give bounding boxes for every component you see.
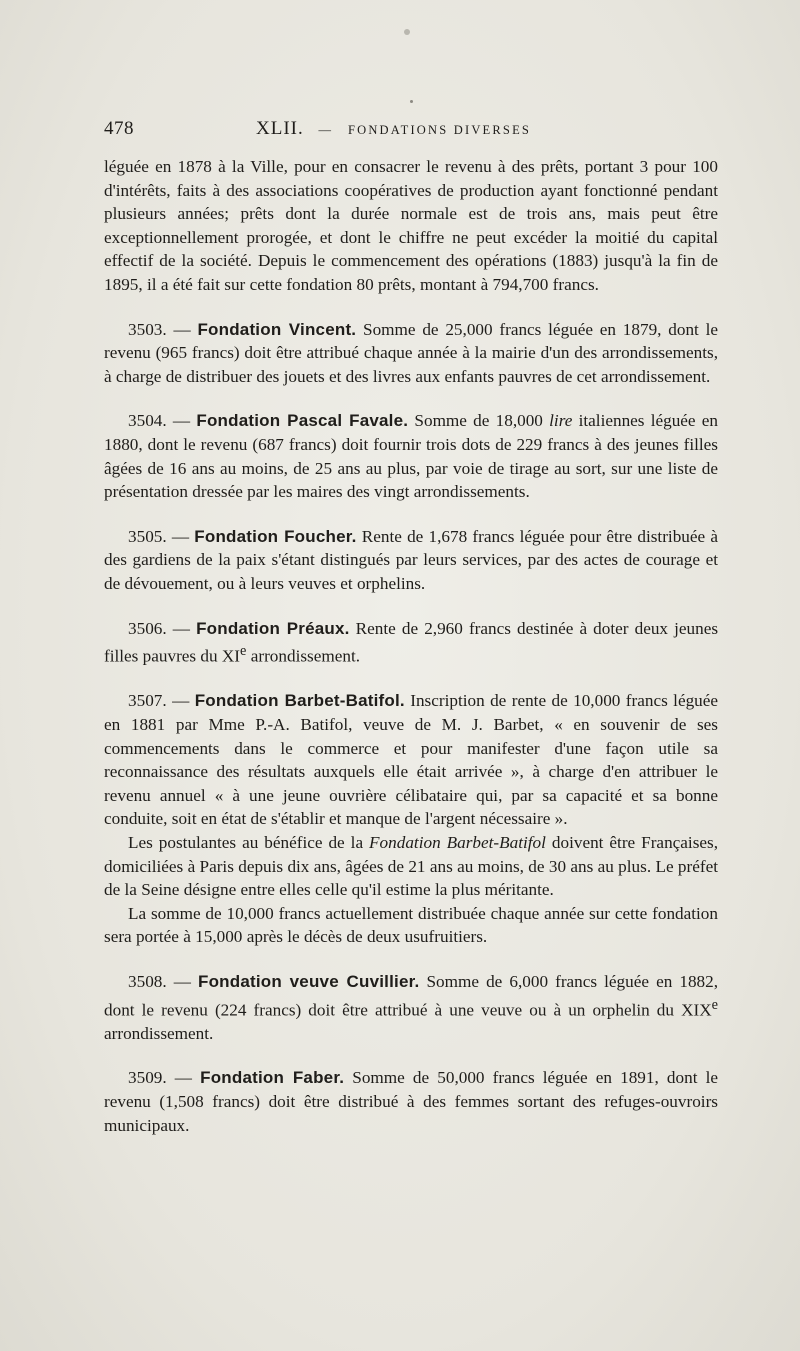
entry-text: Inscription de rente de 10,000 francs léguée en 1881 par Mme P.-A. Batifol, veuve de M. J. Barbet, « en souvenir de ses commencements dans le commerce et pour manifester d'une façon utile sa reconnaissance des résultats auxquels elle était arrivée », à charge d'en attribuer le revenu annuel « à une jeune ouvrière célibataire qui, par sa capacité et sa bonne conduite, soit en état de s'établir et manque de l'argent nécessaire ». bbox=[104, 691, 719, 829]
paper-spot bbox=[410, 100, 413, 103]
entry-number: 3505. — bbox=[128, 526, 190, 546]
running-header bbox=[104, 118, 722, 144]
foundation-name: Fondation veuve Cuvillier. bbox=[198, 971, 420, 991]
foundation-name: Fondation Vincent. bbox=[197, 319, 357, 339]
paper-spot bbox=[404, 29, 410, 35]
page-body bbox=[104, 155, 718, 1137]
header-dash: — bbox=[318, 123, 334, 137]
entry-3508 bbox=[104, 970, 718, 1046]
entry-text: doivent être Françaises, domiciliées à Paris depuis dix ans, âgées de 21 ans au moins, de 30 ans au plus. Le préfet de la Seine désigne entre elles celle qu'il estime la plus méritante. bbox=[104, 832, 718, 900]
entry-text: Somme de 6,000 francs léguée en 1882, dont le revenu (224 francs) doit être attribué à une veuve ou à un orphelin du XIX bbox=[104, 971, 719, 1020]
entry-text: italiennes léguée en 1880, dont le revenu (687 francs) doit fournir trois dots de 229 francs à des jeunes filles âgées de 16 ans au moins, de 25 ans au plus, par voie de tirage au sort, sur une liste de présentation dressée par les maires des vingt arrondissements. bbox=[104, 411, 719, 502]
entry-text: Somme de 18,000 bbox=[408, 411, 550, 431]
entry-text: Rente de 2,960 francs destinée à doter deux jeunes filles pauvres du XI bbox=[104, 618, 719, 666]
foundation-name: Fondation Faber. bbox=[200, 1068, 345, 1088]
entry-text: arrondissement. bbox=[246, 646, 361, 666]
entry-number: 3507. — bbox=[128, 691, 190, 711]
entry-3509 bbox=[104, 1066, 718, 1137]
foundation-name: Fondation Barbet-Batifol. bbox=[194, 691, 405, 711]
page-number: 478 bbox=[104, 118, 134, 139]
entry-number: 3506. — bbox=[128, 618, 190, 638]
entry-number: 3509. — bbox=[128, 1068, 192, 1088]
entry-number: 3508. — bbox=[128, 971, 191, 991]
entry-text: Somme de 25,000 francs léguée en 1879, dont le revenu (965 francs) doit être attribué chaque année à la mairie d'un des arrondissements, à charge de distribuer des jouets et des livres aux enfants pauvres de cet arrondissement. bbox=[104, 319, 719, 386]
entry-text: Rente de 1,678 francs léguée pour être distribuée à des gardiens de la paix s'étant distingués par leurs services, par des actes de courage et de dévouement, ou à leurs veuves et orphelins. bbox=[104, 526, 718, 593]
entry-number: 3504. — bbox=[128, 411, 191, 431]
entry-text: Les postulantes au bénéfice de la bbox=[128, 832, 370, 852]
entry-3506 bbox=[104, 617, 718, 669]
entry-3504 bbox=[104, 409, 718, 503]
entry-text: Somme de 50,000 francs léguée en 1891, dont le revenu (1,508 francs) doit être distribué à des femmes sortant des refuges-ouvroirs municipaux. bbox=[104, 1068, 719, 1135]
section-title: FONDATIONS DIVERSES bbox=[347, 123, 532, 137]
foundation-name: Fondation Foucher. bbox=[194, 526, 357, 546]
chapter-number: XLII. bbox=[256, 118, 304, 139]
foundation-name: Fondation Pascal Favale. bbox=[196, 411, 409, 431]
entry-3507 bbox=[104, 689, 718, 831]
entry-3503 bbox=[104, 318, 718, 389]
entry-italic: lire bbox=[549, 411, 573, 431]
entry-italic: Fondation Barbet-Batifol bbox=[369, 832, 546, 852]
entry-3505 bbox=[104, 525, 718, 596]
superscript: e bbox=[711, 996, 718, 1013]
intro-paragraph: léguée en 1878 à la Ville, pour en consacrer le revenu à des prêts, portant 3 pour 100 d'intérêts, faits à des associations coopératives de production ayant fonctionné pendant plusieurs années; prêts dont la durée normale est de trois ans, mais peut être exceptionnellement prorogée, et dont le chiffre ne peut excéder la moitié du capital effectif de la société. Depuis le commencement des opérations (1883) jusqu'à la fin de 1895, il a été fait sur cette fondation 80 prêts, montant à 794,700 francs. bbox=[104, 157, 718, 294]
foundation-name: Fondation Préaux. bbox=[196, 618, 350, 638]
running-title bbox=[256, 118, 531, 140]
superscript: e bbox=[240, 643, 247, 660]
entry-3507-paragraph-3: La somme de 10,000 francs actuellement distribuée chaque année sur cette fondation sera portée à 15,000 après le décès de deux usufruitiers. bbox=[104, 903, 718, 947]
entry-3507-paragraph-2 bbox=[104, 831, 718, 902]
entry-text: arrondissement. bbox=[104, 1023, 214, 1043]
entry-number: 3503. — bbox=[128, 319, 191, 339]
